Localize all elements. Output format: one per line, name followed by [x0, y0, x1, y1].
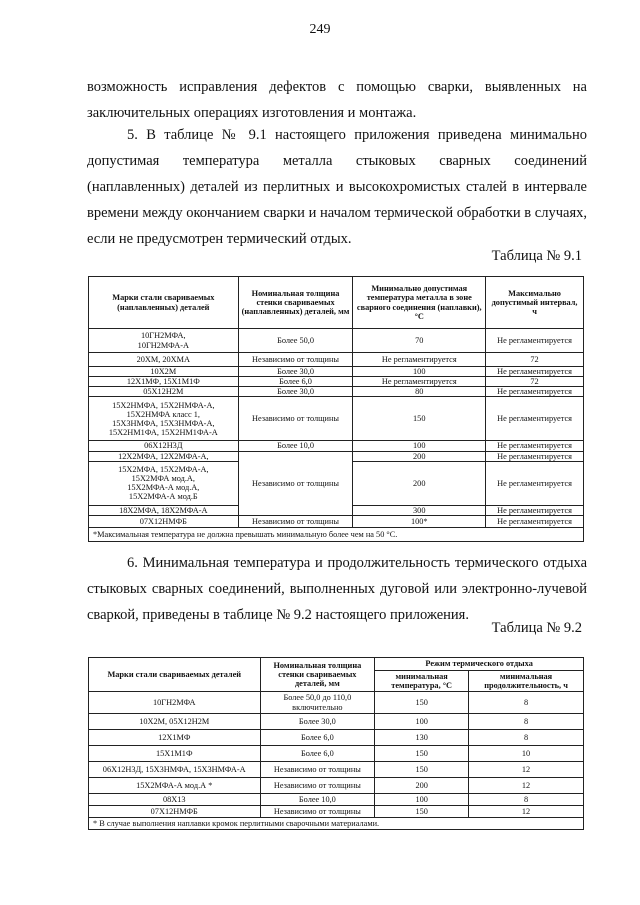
- cell-temp: 100: [375, 714, 469, 730]
- cell-interval: Не регламентируется: [486, 515, 584, 527]
- table-note: * В случае выполнения наплавки кромок перлитными сварочными материалами.: [89, 818, 584, 830]
- cell-grade: 10ГН2МФА: [89, 692, 261, 714]
- cell-temp: 200: [353, 461, 486, 505]
- cell-thickness: Более 10,0: [260, 794, 375, 806]
- cell-duration: 8: [469, 692, 584, 714]
- cell-interval: Не регламентируется: [486, 367, 584, 377]
- cell-temp: 100: [353, 367, 486, 377]
- table-9-2-title: Таблица № 9.2: [491, 620, 582, 636]
- cell-thickness: Более 6,0: [238, 377, 353, 387]
- cell-grade: 18Х2МФА, 18Х2МФА-А: [89, 505, 239, 515]
- table-9-2: [88, 657, 584, 830]
- cell-interval: 72: [486, 353, 584, 367]
- cell-grade: 10Х2М: [89, 367, 239, 377]
- cell-thickness: Независимо от толщины: [238, 515, 353, 527]
- cell-temp: 100*: [353, 515, 486, 527]
- table-note: *Максимальная температура не должна превышать минимальную более чем на 50 °C.: [89, 527, 584, 541]
- header-min-temp: Минимально допустимая температура металла в зоне сварного соединения (наплавки), °C: [353, 277, 486, 329]
- cell-thickness: Более 30,0: [238, 367, 353, 377]
- cell-temp: 100: [375, 794, 469, 806]
- table-row: [89, 692, 584, 714]
- header-min-temp: минимальная температура, °C: [375, 671, 469, 692]
- cell-temp: 130: [375, 730, 469, 746]
- table-row: [89, 762, 584, 778]
- cell-interval: Не регламентируется: [486, 397, 584, 441]
- table-row: [89, 377, 584, 387]
- table-row: [89, 730, 584, 746]
- cell-interval: Не регламентируется: [486, 441, 584, 451]
- cell-duration: 12: [469, 778, 584, 794]
- cell-thickness: Независимо от толщины: [238, 353, 353, 367]
- table-row: [89, 794, 584, 806]
- cell-thickness: Независимо от толщины: [260, 778, 375, 794]
- cell-grade: 12Х1МФ, 15Х1М1Ф: [89, 377, 239, 387]
- cell-duration: 12: [469, 806, 584, 818]
- cell-temp: 150: [375, 746, 469, 762]
- header-steel-grade: Марки стали свариваемых (наплавленных) деталей: [89, 277, 239, 329]
- cell-grade: 06Х12Н3Д: [89, 441, 239, 451]
- header-max-interval: Максимально допустимый интервал, ч: [486, 277, 584, 329]
- cell-temp: 100: [353, 441, 486, 451]
- cell-temp: 70: [353, 329, 486, 353]
- table-row: [89, 353, 584, 367]
- table-row: [89, 329, 584, 353]
- cell-temp: Не регламентируется: [353, 377, 486, 387]
- paragraph-6: 6. Минимальная температура и продолжительность термического отдыха стыковых сварных соединений, выполненных дуговой или электронно-лучевой сваркой, приведены в таблице № 9.2 настоящего приложения.: [87, 555, 587, 623]
- cell-grade: 10ГН2МФА, 10ГН2МФА-А: [89, 329, 239, 353]
- table-row: [89, 806, 584, 818]
- cell-thickness: Независимо от толщины: [260, 806, 375, 818]
- cell-interval: Не регламентируется: [486, 461, 584, 505]
- header-thickness: Номинальная толщина стенки свариваемых (наплавленных) деталей, мм: [238, 277, 353, 329]
- cell-temp: 150: [375, 692, 469, 714]
- cell-grade: 20ХМ, 20ХМА: [89, 353, 239, 367]
- cell-thickness: Более 50,0: [238, 329, 353, 353]
- cell-duration: 12: [469, 762, 584, 778]
- cell-grade: 12Х1МФ: [89, 730, 261, 746]
- cell-thickness: Независимо от толщины: [260, 762, 375, 778]
- cell-thickness: Более 30,0: [238, 387, 353, 397]
- cell-thickness: Более 50,0 до 110,0 включительно: [260, 692, 375, 714]
- cell-thickness: Более 10,0: [238, 441, 353, 451]
- table-row: [89, 397, 584, 441]
- cell-temp: 200: [353, 451, 486, 461]
- cell-grade: 15Х2МФА-А мод.А *: [89, 778, 261, 794]
- cell-duration: 8: [469, 730, 584, 746]
- table-row: [89, 451, 584, 461]
- cell-interval: 72: [486, 377, 584, 387]
- cell-temp: 150: [375, 806, 469, 818]
- cell-temp: 150: [375, 762, 469, 778]
- cell-grade: 06Х12Н3Д, 15Х3НМФА, 15Х3НМФА-А: [89, 762, 261, 778]
- table-header-row: [89, 277, 584, 329]
- cell-duration: 8: [469, 714, 584, 730]
- cell-grade: 10Х2М, 05Х12Н2М: [89, 714, 261, 730]
- cell-grade: 15Х2НМФА, 15Х2НМФА-А, 15Х2НМФА класс 1, 15Х3НМФА, 15Х3НМФА-А, 15Х2НМ1ФА, 15Х2НМ1ФА-А: [89, 397, 239, 441]
- table-row: [89, 714, 584, 730]
- cell-temp: 80: [353, 387, 486, 397]
- cell-temp: 150: [353, 397, 486, 441]
- cell-interval: Не регламентируется: [486, 329, 584, 353]
- page-number: 249: [309, 22, 331, 37]
- cell-grade: 08Х13: [89, 794, 261, 806]
- paragraph-5: 5. В таблице № 9.1 настоящего приложения приведена минимально допустимая температура металла стыковых сварных соединений (наплавленных) деталей из перлитных и высокохромистых сталей в интервале времени между окончанием сварки и началом термической обработки в случаях, если не предусмотрен термический отдых.: [87, 127, 587, 247]
- cell-temp: 300: [353, 505, 486, 515]
- table-row: [89, 778, 584, 794]
- cell-thickness: Более 30,0: [260, 714, 375, 730]
- table-row: [89, 387, 584, 397]
- cell-interval: Не регламентируется: [486, 387, 584, 397]
- table-9-1: [88, 276, 584, 542]
- table-row: [89, 746, 584, 762]
- cell-temp: Не регламентируется: [353, 353, 486, 367]
- cell-duration: 10: [469, 746, 584, 762]
- cell-thickness: Более 6,0: [260, 746, 375, 762]
- cell-grade: 15Х2МФА, 15Х2МФА-А, 15Х2МФА мод.А, 15Х2МФА-А мод.А, 15Х2МФА-А мод.Б: [89, 461, 239, 505]
- cell-grade: 15Х1М1Ф: [89, 746, 261, 762]
- cell-thickness: Более 6,0: [260, 730, 375, 746]
- cell-grade: 05Х12Н2М: [89, 387, 239, 397]
- cell-interval: Не регламентируется: [486, 451, 584, 461]
- table-note-row: [89, 527, 584, 541]
- cell-thickness: Независимо от толщины: [238, 397, 353, 441]
- cell-temp: 200: [375, 778, 469, 794]
- table-header-row: [89, 658, 584, 671]
- header-steel-grade: Марки стали свариваемых деталей: [89, 658, 261, 692]
- cell-duration: 8: [469, 794, 584, 806]
- paragraph-intro: возможность исправления дефектов с помощью сварки, выявленных на заключительных операциях изготовления и монтажа.: [87, 79, 587, 121]
- table-row: [89, 515, 584, 527]
- table-row: [89, 367, 584, 377]
- header-thickness: Номинальная толщина стенки свариваемых деталей, мм: [260, 658, 375, 692]
- cell-thickness: Независимо от толщины: [238, 451, 353, 515]
- cell-grade: 07Х12НМФБ: [89, 515, 239, 527]
- cell-grade: 07Х12НМФБ: [89, 806, 261, 818]
- header-min-duration: минимальная продолжительность, ч: [469, 671, 584, 692]
- cell-grade: 12Х2МФА, 12Х2МФА-А,: [89, 451, 239, 461]
- table-note-row: [89, 818, 584, 830]
- cell-interval: Не регламентируется: [486, 505, 584, 515]
- table-9-1-title: Таблица № 9.1: [491, 248, 582, 264]
- table-row: [89, 441, 584, 451]
- header-rest-mode: Режим термического отдыха: [375, 658, 584, 671]
